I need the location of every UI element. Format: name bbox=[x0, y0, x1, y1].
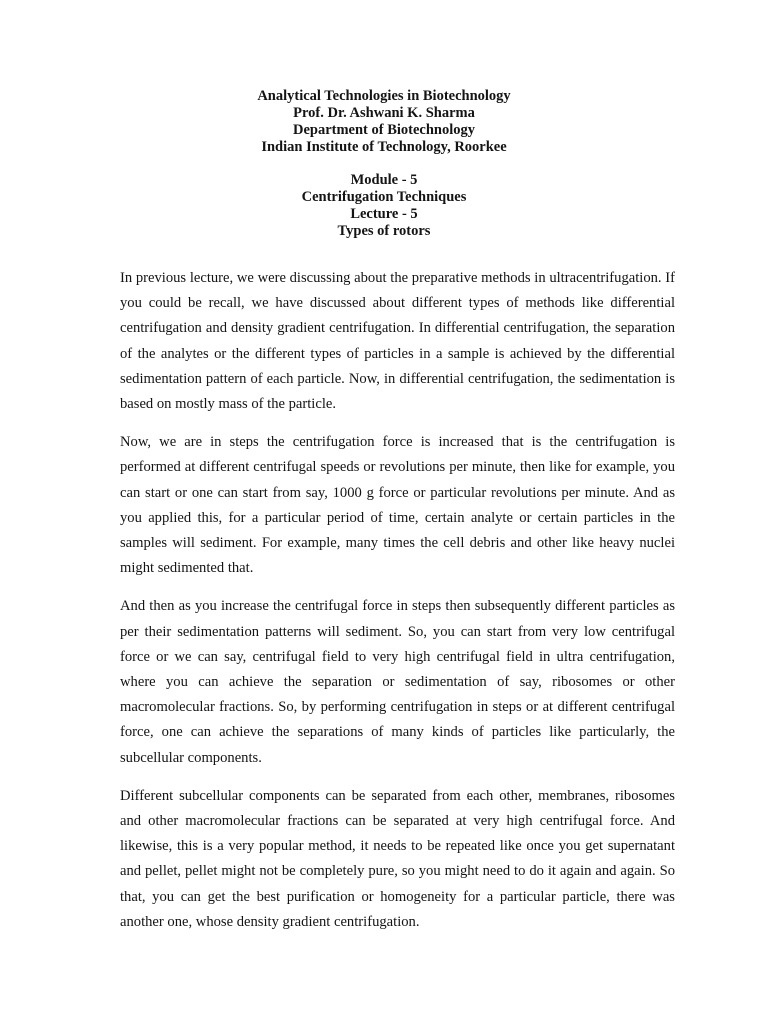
institute-name: Indian Institute of Technology, Roorkee bbox=[261, 139, 507, 155]
paragraph-2: Now, we are in steps the centrifugation force is increased that is the centrifugation is performed at different centrifugal speeds or revolutions per minute, then like for example, you can start or one can start from say, 1000 g force or particular revolutions per minute. And as you applied this, for a particular period of time, certain analyte or certain particles in the samples will sediment. For example, many times the cell debris and other like heavy nuclei might sedimented that. bbox=[120, 434, 675, 577]
document-header bbox=[0, 88, 768, 240]
professor-name: Prof. Dr. Ashwani K. Sharma bbox=[293, 105, 475, 121]
lecture-number: Lecture - 5 bbox=[350, 206, 418, 222]
paragraph-3: And then as you increase the centrifugal force in steps then subsequently different particles as per their sedimentation patterns will sediment. So, you can start from very low centrifugal force or we can say, centrifugal field to very high centrifugal field in ultra centrifugation, where you can achieve the separation or sedimentation of say, ribosomes or other macromolecular fractions. So, by performing centrifugation in steps or at different centrifugal force, one can achieve the separations of many kinds of particles like particularly, the subcellular components. bbox=[120, 598, 675, 766]
department-name: Department of Biotechnology bbox=[292, 122, 476, 138]
paragraph-4: Different subcellular components can be separated from each other, membranes, ribosomes and other macromolecular fractions can be separated at very high centrifugal force. And likewise, this is a very popular method, it needs to be repeated like once you get supernatant and pellet, pellet might not be completely pure, so you might need to do it again and again. So that, you can get the best purification or homogeneity for a particular particle, there was another one, whose density gradient centrifugation. bbox=[120, 787, 675, 930]
document-body bbox=[120, 266, 675, 948]
module-title: Centrifugation Techniques bbox=[301, 189, 467, 205]
course-title: Analytical Technologies in Biotechnology bbox=[257, 88, 511, 104]
module-number: Module - 5 bbox=[350, 172, 418, 188]
header-spacer bbox=[0, 156, 768, 172]
paragraph-1: In previous lecture, we were discussing about the preparative methods in ultracentrifugation. If you could be recall, we have discussed about different types of methods like differential centrifugation and density gradient centrifugation. In differential centrifugation, the separation of the analytes or the different types of particles in a sample is achieved by the differential sedimentation pattern of each particle. Now, in differential centrifugation, the sedimentation is based on mostly mass of the particle. bbox=[120, 270, 675, 413]
lecture-title: Types of rotors bbox=[337, 223, 431, 239]
